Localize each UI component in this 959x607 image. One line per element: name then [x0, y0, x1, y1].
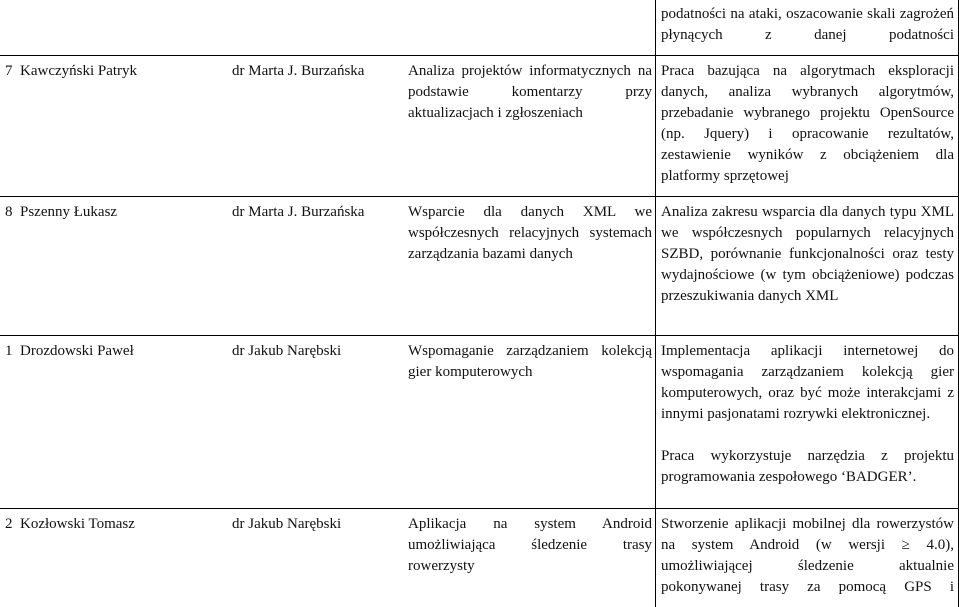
row-number: 2: [5, 516, 13, 532]
row-divider: [0, 55, 959, 56]
thesis-description: [661, 61, 954, 187]
description-paragraph: Praca bazująca na algorytmach eksploracji danych, analiza wybranych algorytmów, przebadanie wybranego projektu OpenSource (np. Jquery) i opracowanie rezultatów, zestawienie wyników z obciążeniem dla platformy sprzętowej: [661, 63, 954, 184]
column-divider-left: [655, 0, 656, 607]
row-divider: [0, 508, 959, 509]
description-paragraph: Implementacja aplikacji internetowej do wspomagania zarządzaniem kolekcją gier komputerowych, oraz być może interakcjami z innymi pasjonatami rozrywki elektronicznej.: [661, 343, 954, 422]
thesis-description: [661, 341, 954, 488]
thesis-title: Wspomaganie zarządzaniem kolekcją gier komputerowych: [408, 343, 652, 380]
thesis-description: [661, 514, 954, 598]
description-paragraph: Analiza zakresu wsparcia dla danych typu XML we współczesnych popularnych relacyjnych SZBD, porównanie funkcjonalności oraz testy wydajnościowe (w tym obciążeniowe) podczas przeszukiwania danych XML: [661, 204, 954, 304]
student-name: Pszenny Łukasz: [20, 204, 118, 220]
thesis-description: [661, 202, 954, 307]
student-name: Drozdowski Paweł: [20, 343, 134, 359]
supervisor-name: dr Jakub Narębski: [232, 516, 342, 532]
supervisor-name: dr Jakub Narębski: [232, 343, 342, 359]
row-number: 7: [5, 63, 13, 79]
description-paragraph: Stworzenie aplikacji mobilnej dla rowerzystów na system Android (w wersji ≥ 4.0), umożliwiającej śledzenie aktualnie pokonywanej trasy za pomocą GPS i: [661, 516, 954, 595]
thesis-title: Aplikacja na system Android umożliwiająca śledzenie trasy rowerzysty: [408, 516, 652, 574]
student-name: Kozłowski Tomasz: [20, 516, 135, 532]
row-divider: [0, 335, 959, 336]
row-number: 1: [5, 343, 13, 359]
description-paragraph: Praca wykorzystuje narzędzia z projektu programowania zespołowego ‘BADGER’.: [661, 448, 954, 485]
thesis-title: Wsparcie dla danych XML we współczesnych relacyjnych systemach zarządzania bazami danych: [408, 204, 652, 262]
student-name: Kawczyński Patryk: [20, 63, 138, 79]
row-number: 8: [5, 204, 13, 220]
row-divider: [0, 196, 959, 197]
supervisor-name: dr Marta J. Burzańska: [232, 204, 365, 220]
thesis-title: Analiza projektów informatycznych na podstawie komentarzy przy aktualizacjach i zgłoszeniach: [408, 63, 652, 121]
description-cell: podatności na ataki, oszacowanie skali zagrożeń płynących z danej podatności: [661, 6, 954, 43]
supervisor-name: dr Marta J. Burzańska: [232, 63, 365, 79]
